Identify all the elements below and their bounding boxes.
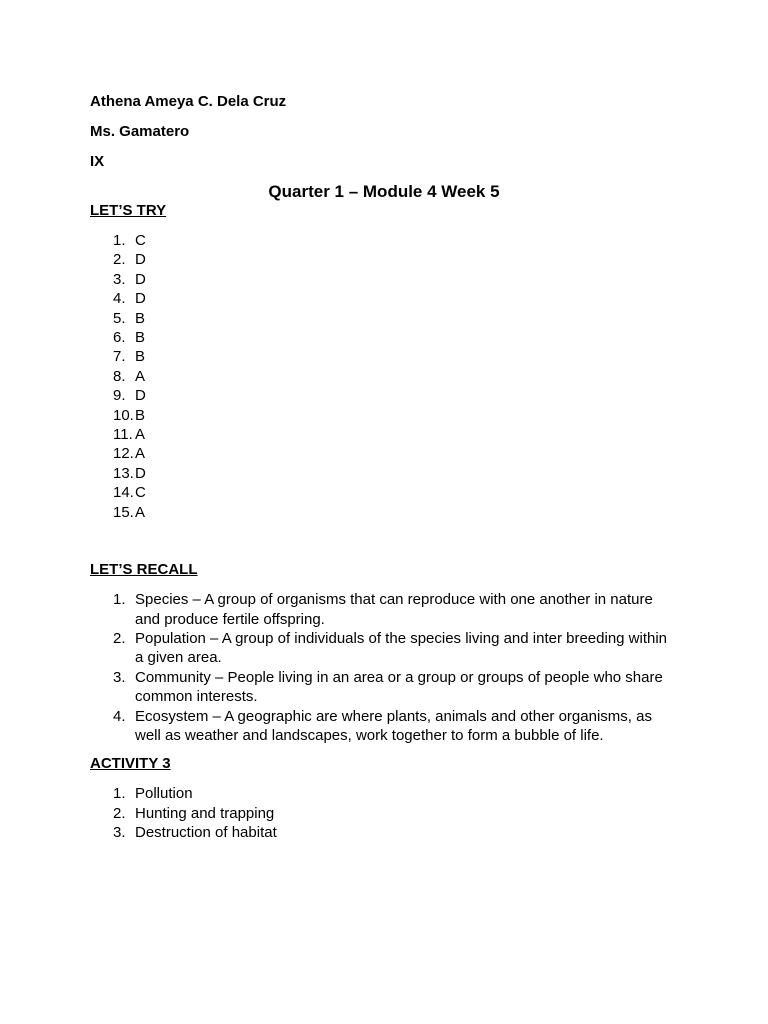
list-item-number-text: 2.	[113, 251, 126, 269]
list-item	[90, 289, 678, 308]
list-item-number	[90, 328, 135, 347]
list-item-number-text: 3.	[113, 824, 126, 842]
list-item-number	[90, 309, 135, 328]
list-item	[90, 231, 678, 250]
list-item	[90, 707, 678, 746]
list-item-number-text: 4.	[113, 707, 126, 725]
list-item	[90, 270, 678, 289]
list-item-number-text: 1.	[113, 785, 126, 803]
list-item	[90, 309, 678, 328]
list-item	[90, 483, 678, 502]
list-item-text: B	[135, 348, 146, 366]
list-item-number-text: 3.	[113, 270, 126, 288]
list-item-number	[90, 347, 135, 366]
list-item-text: D	[135, 251, 146, 269]
list-item-text: Destruction of habitat	[135, 824, 277, 842]
list-item-text: D	[135, 290, 146, 308]
list-item-number-text: 9.	[113, 387, 126, 405]
list-item-number	[90, 270, 135, 289]
list-item-text: B	[135, 406, 146, 424]
lets-recall-list	[90, 590, 678, 745]
list-item-text: B	[135, 329, 146, 347]
list-item-number	[90, 590, 135, 629]
list-item-number-text: 13.	[113, 464, 134, 482]
list-item-number	[90, 231, 135, 250]
list-item-text: Hunting and trapping	[135, 804, 275, 822]
list-item-number	[90, 823, 135, 842]
list-item-number	[90, 367, 135, 386]
list-item-number-text: 5.	[113, 309, 126, 327]
list-item	[90, 444, 678, 463]
list-item-number-text: 2.	[113, 804, 126, 822]
list-item	[90, 668, 678, 707]
list-item-number-text: 1.	[113, 591, 126, 609]
list-item-number-text: 8.	[113, 367, 126, 385]
list-item	[90, 347, 678, 366]
list-item	[90, 328, 678, 347]
list-item-number-text: 6.	[113, 329, 126, 347]
list-item-number	[90, 629, 135, 668]
list-item-number	[90, 464, 135, 483]
list-item-number	[90, 668, 135, 707]
list-item-number-text: 3.	[113, 668, 126, 686]
activity-3-heading: ACTIVITY 3	[90, 755, 171, 773]
activity-3-list	[90, 784, 678, 842]
list-item-number	[90, 503, 135, 522]
list-item	[90, 629, 678, 668]
list-item	[90, 406, 678, 425]
list-item-number	[90, 483, 135, 502]
list-item-number	[90, 707, 135, 746]
list-item	[90, 503, 678, 522]
list-item-text: Community – People living in an area or a group or groups of people who share common interests.	[135, 668, 663, 706]
list-item-number	[90, 784, 135, 803]
list-item-text: A	[135, 367, 146, 385]
list-item-number	[90, 425, 135, 444]
list-item	[90, 367, 678, 386]
list-item-number-text: 15.	[113, 503, 134, 521]
lets-try-list	[90, 231, 678, 522]
list-item-text: A	[135, 445, 146, 463]
list-item-text: D	[135, 387, 146, 405]
list-item	[90, 590, 678, 629]
list-item-text: A	[135, 426, 146, 444]
list-item-number	[90, 289, 135, 308]
list-item-number	[90, 444, 135, 463]
list-item	[90, 464, 678, 483]
list-item-number-text: 11.	[113, 426, 133, 444]
list-item-number-text: 4.	[113, 290, 126, 308]
list-item	[90, 804, 678, 823]
list-item-number-text: 10.	[113, 406, 134, 424]
list-item	[90, 784, 678, 803]
list-item-number-text: 12.	[113, 445, 134, 463]
list-item-number	[90, 250, 135, 269]
list-item-text: Pollution	[135, 785, 193, 803]
list-item	[90, 425, 678, 444]
list-item	[90, 823, 678, 842]
list-item-text: D	[135, 464, 146, 482]
list-item-text: C	[135, 484, 146, 502]
lets-recall-heading: LET’S RECALL	[90, 561, 198, 579]
list-item-number	[90, 406, 135, 425]
list-item-text: Ecosystem – A geographic are where plants, animals and other organisms, as well as weather and landscapes, work together to form a bubble of life.	[135, 707, 652, 744]
list-item-number-text: 1.	[113, 232, 126, 249]
list-item	[90, 250, 678, 269]
list-item-number-text: 7.	[113, 348, 126, 366]
list-item	[90, 386, 678, 405]
teacher-name: Ms. Gamatero	[90, 123, 190, 140]
list-item-text: A	[135, 503, 146, 521]
list-item-text: B	[135, 309, 146, 327]
list-item-text: Species – A group of organisms that can reproduce with one another in nature and produce fertile offspring.	[135, 591, 653, 628]
student-name: Athena Ameya C. Dela Cruz	[90, 93, 287, 110]
lets-try-heading: LET’S TRY	[90, 202, 167, 219]
document-title: Quarter 1 – Module 4 Week 5	[268, 182, 500, 201]
list-item-number	[90, 386, 135, 405]
list-item-text: Population – A group of individuals of the species living and inter breeding within a given area.	[135, 629, 668, 667]
list-item-number-text: 14.	[113, 484, 134, 502]
grade-level: IX	[90, 153, 105, 170]
list-item-number	[90, 804, 135, 823]
list-item-number-text: 2.	[113, 629, 126, 647]
list-item-text: C	[135, 232, 146, 249]
list-item-text: D	[135, 270, 146, 288]
